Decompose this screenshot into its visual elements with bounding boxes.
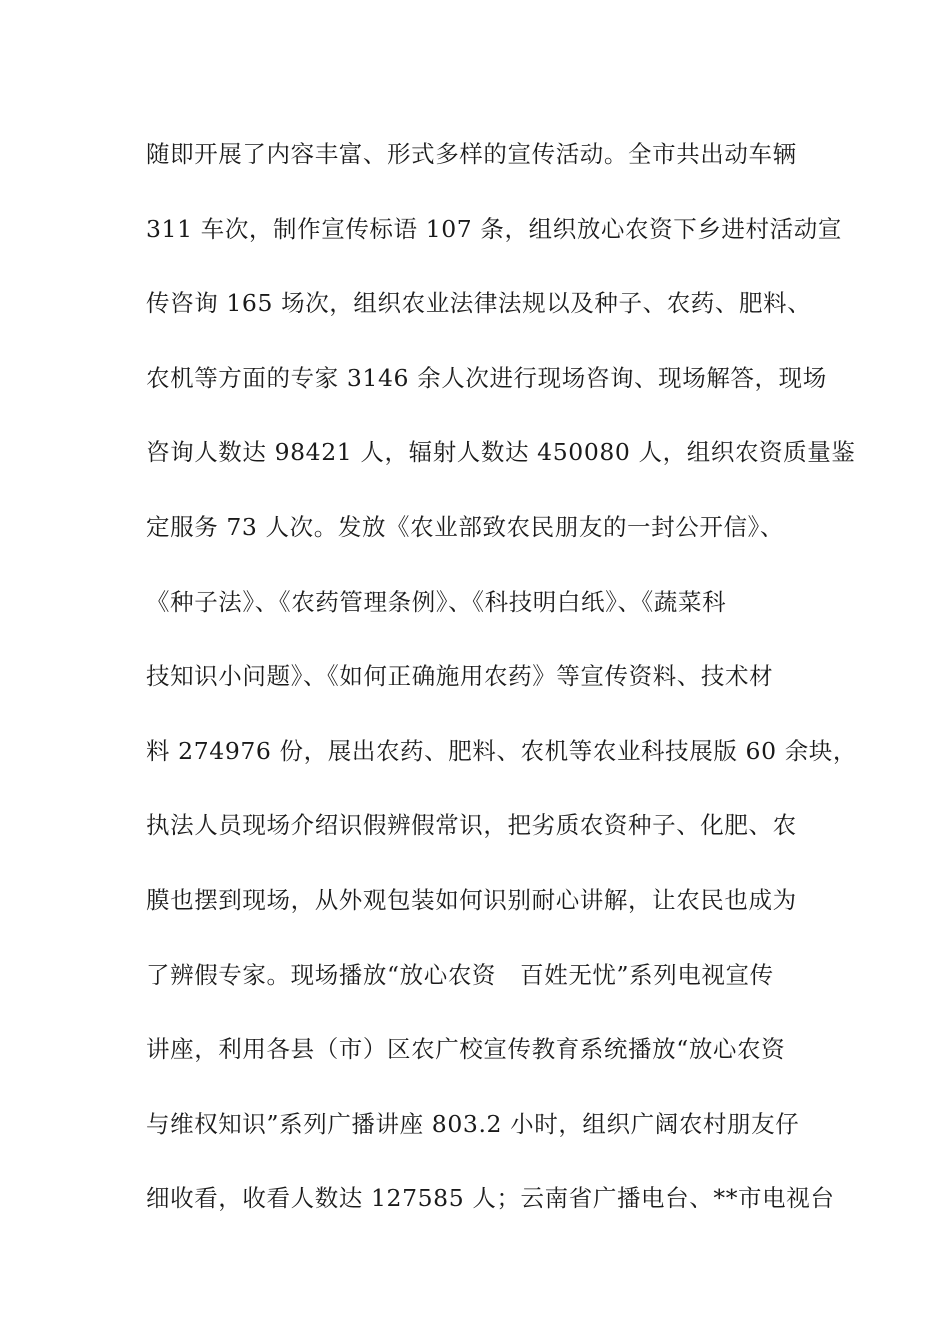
text-line: 《种子法》、《农药管理条例》、《科技明白纸》、《蔬菜科 <box>146 587 727 616</box>
text-line: 了辨假专家。现场播放“放心农资 百姓无忧”系列电视宣传 <box>146 960 774 989</box>
text-line: 与维权知识”系列广播讲座 803.2 小时，组织广阔农村朋友仔 <box>146 1109 800 1138</box>
text-line: 细收看，收看人数达 127585 人；云南省广播电台、**市电视台 <box>146 1184 835 1213</box>
text-line: 定服务 73 人次。发放《农业部致农民朋友的一封公开信》、 <box>146 512 784 541</box>
text-line: 随即开展了内容丰富、形式多样的宣传活动。全市共出动车辆 <box>146 140 797 168</box>
text-line: 料 274976 份，展出农药、肥料、农机等农业科技展版 60 余块， <box>146 736 857 765</box>
text-line: 膜也摆到现场，从外观包装如何识别耐心讲解，让农民也成为 <box>146 885 797 914</box>
text-line: 传咨询 165 场次，组织农业法律法规以及种子、农药、肥料、 <box>146 289 812 318</box>
text-line: 农机等方面的专家 3146 余人次进行现场咨询、现场解答，现场 <box>146 363 827 392</box>
text-line: 讲座，利用各县（市）区农广校宣传教育系统播放“放心农资 <box>146 1035 786 1064</box>
body-paragraph <box>146 132 857 1251</box>
text-line: 咨询人数达 98421 人，辐射人数达 450080 人，组织农资质量鉴 <box>146 438 856 467</box>
text-line: 311 车次，制作宣传标语 107 条，组织放心农资下乡进村活动宣 <box>146 214 842 243</box>
text-line: 技知识小问题》、《如何正确施用农药》等宣传资料、技术材 <box>146 662 774 691</box>
text-line: 执法人员现场介绍识假辨假常识，把劣质农资种子、化肥、农 <box>146 811 797 840</box>
